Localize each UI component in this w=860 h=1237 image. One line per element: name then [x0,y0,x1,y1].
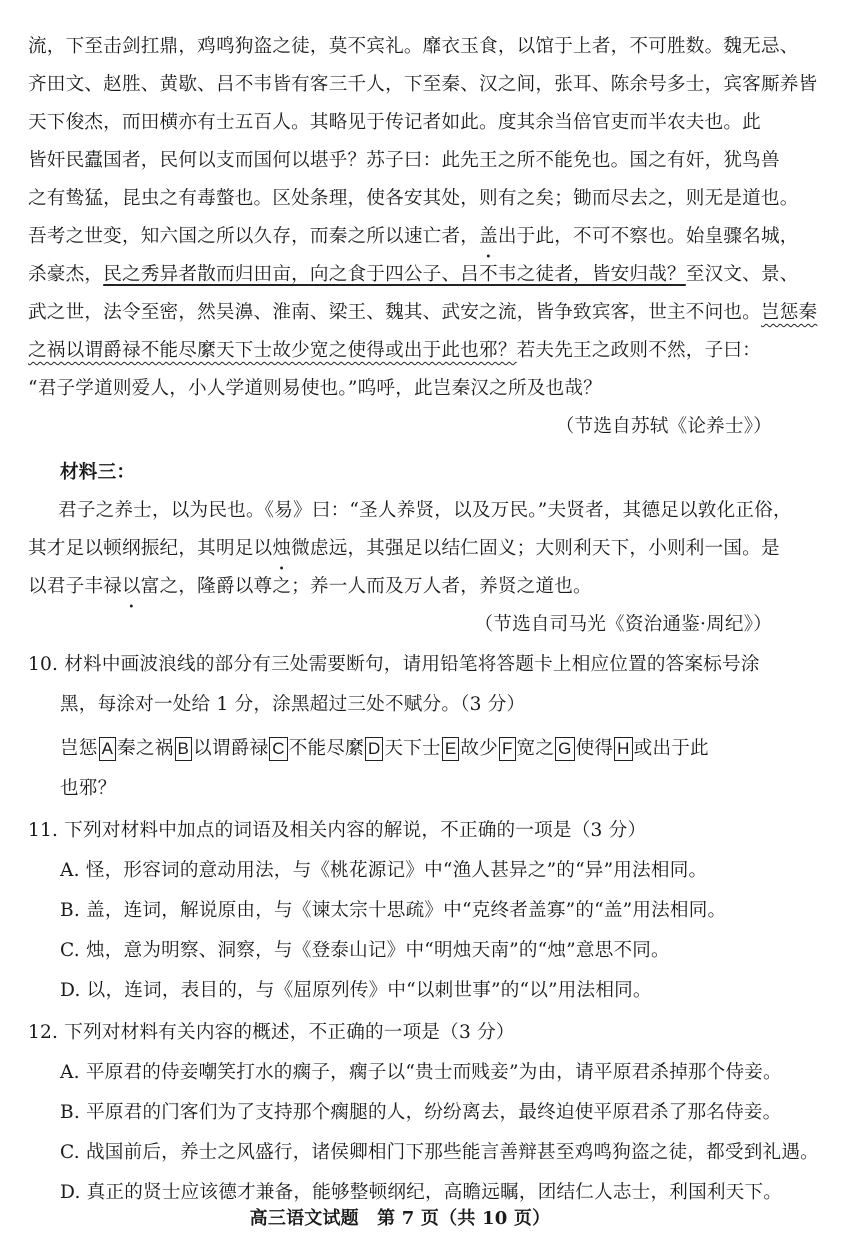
segment-text: 使得 [575,738,614,759]
break-option-e[interactable]: E [442,737,460,761]
passage-line [28,260,799,290]
segment-text: 秦之祸 [117,738,174,759]
break-option-a[interactable]: A [99,737,117,761]
material-source: （节选自司马光《资治通鉴·周纪》） [474,614,772,635]
passage-line: 齐田文、赵胜、黄歇、吕不韦皆有客三千人，下至秦、汉之间，张耳、陈余号多士，宾客厮养皆 [28,74,818,95]
question-11-stem: 11. 下列对材料中加点的词语及相关内容的解说，不正确的一项是（3 分） [28,820,647,841]
segment-text: 宽之 [516,738,555,759]
dotted-word-yi: 以 [121,576,141,597]
passage-text: 至汉文、景、 [685,264,799,285]
dotted-word-zhu: 烛 [272,538,292,559]
break-option-c[interactable]: C [269,737,287,761]
question-12-option-c[interactable]: C. 战国前后，养士之风盛行，诸侯卿相门下那些能言善辩甚至鸡鸣狗盗之徒，都受到礼遇。 [60,1142,819,1163]
passage-line [28,336,778,366]
question-11-option-c[interactable]: C. 烛，意为明察、洞察，与《登泰山记》中“明烛天南”的“烛”意思不同。 [60,940,670,961]
passage-text: 吾考之世变，知六国之所以久存，而秦之所以速亡者， [28,226,480,247]
segment-text: 岂惩 [60,738,98,759]
material-three-heading: 材料三： [60,462,136,483]
segment-text: 故少 [460,738,498,759]
break-option-b[interactable]: B [175,737,193,761]
passage-line: 之有鸷猛，昆虫之有毒螫也。区处条理，使各安其处，则有之矣；锄而尽去之，则无是道也。 [28,188,799,209]
material-text: 微虑远，其强足以结仁固义；大则利天下，小则利一国。是 [291,538,780,559]
break-option-f[interactable]: F [499,737,516,761]
passage-text: 杀豪杰， [28,264,104,285]
material-line: 君子之养士，以为民也。《易》曰：“圣人养贤，以及万民。”夫贤者，其德足以敦化正俗， [58,500,792,521]
question-11-option-b[interactable]: B. 盖，连词，解说原由，与《谏太宗十思疏》中“克终者盖寡”的“盖”用法相同。 [60,900,727,921]
segment-text: 天下士 [384,738,441,759]
segment-text: 以谓爵禄 [193,738,269,759]
question-11-option-d[interactable]: D. 以，连词，表目的，与《屈原列传》中“以刺世事”的“以”用法相同。 [60,980,652,1001]
question-10-segmentation [60,734,780,764]
break-option-h[interactable]: H [614,737,632,761]
question-12-option-a[interactable]: A. 平原君的侍妾嘲笑打水的瘸子，瘸子以“贵士而贱妾”为由，请平原君杀掉那个侍妾。 [60,1062,782,1083]
material-text: 以君子丰禄 [28,576,122,597]
passage-line: 流，下至击剑扛鼎，鸡鸣狗盗之徒，莫不宾礼。靡衣玉食，以馆于上者，不可胜数。魏无忌、 [28,36,799,57]
segment-text: 或出于此 [633,738,709,759]
passage-text: 武之世，法令至密，然吴濞、淮南、梁王、魏其、武安之流，皆争致宾客，世主不问也。 [28,302,761,323]
wavy-underlined-text: 之祸以谓爵禄不能尽縻天下士故少宽之使得或出于此也邪？ [28,340,517,361]
page-footer: 高三语文试题 第 7 页（共 10 页） [249,1208,551,1229]
passage-line: “君子学道则爱人，小人学道则易使也。”呜呼，此岂秦汉之所及也哉？ [28,378,602,399]
underlined-sentence: 民之秀异者散而归田亩，向之食于四公子、吕不韦之徒者，皆安归哉？ [103,264,686,285]
segment-text: 不能尽縻 [288,738,364,759]
material-text: 其才足以顿纲振纪，其明足以 [28,538,273,559]
wavy-underlined-text: 岂惩秦 [760,302,818,323]
question-11-option-a[interactable]: A. 怪，形容词的意动用法，与《桃花源记》中“渔人甚异之”的“异”用法相同。 [60,860,708,881]
passage-source: （节选自苏轼《论养士》） [555,416,772,437]
break-option-g[interactable]: G [555,737,574,761]
question-12-option-b[interactable]: B. 平原君的门客们为了支持那个瘸腿的人，纷纷离去，最终迫使平原君杀了那名侍妾。 [60,1102,782,1123]
passage-line [28,222,799,252]
question-12-option-d[interactable]: D. 真正的贤士应该德才兼备，能够整顿纲纪，高瞻远瞩，团结仁人志士，利国利天下。 [60,1182,783,1203]
question-10-tail: 也邪？ [60,778,117,799]
dotted-word-gai: 盖 [479,226,498,247]
passage-line: 皆奸民蠹国者，民何以支而国何以堪乎？苏子曰：此先王之所不能免也。国之有奸，犹鸟兽 [28,150,780,171]
break-option-d[interactable]: D [365,737,383,761]
passage-text: 若夫先王之政则不然，子曰： [516,340,761,361]
material-line [28,572,778,602]
passage-text: 出于此，不可不察也。始皇骤名城， [497,226,799,247]
question-10-stem: 10. 材料中画波浪线的部分有三处需要断句，请用铅笔将答题卡上相应位置的答案标号涂 [28,654,760,675]
passage-line: 天下俊杰，而田横亦有士五百人。其略见于传记者如此。度其余当倍官吏而半农夫也。此 [28,112,761,133]
material-text: 富之，隆爵以尊之；养一人而及万人者，养贤之道也。 [140,576,592,597]
material-line [28,534,778,564]
passage-line [28,298,818,328]
question-10-stem: 黑，每涂对一处给 1 分，涂黑超过三处不赋分。（3 分） [60,694,526,715]
question-12-stem: 12. 下列对材料有关内容的概述，不正确的一项是（3 分） [28,1022,515,1043]
